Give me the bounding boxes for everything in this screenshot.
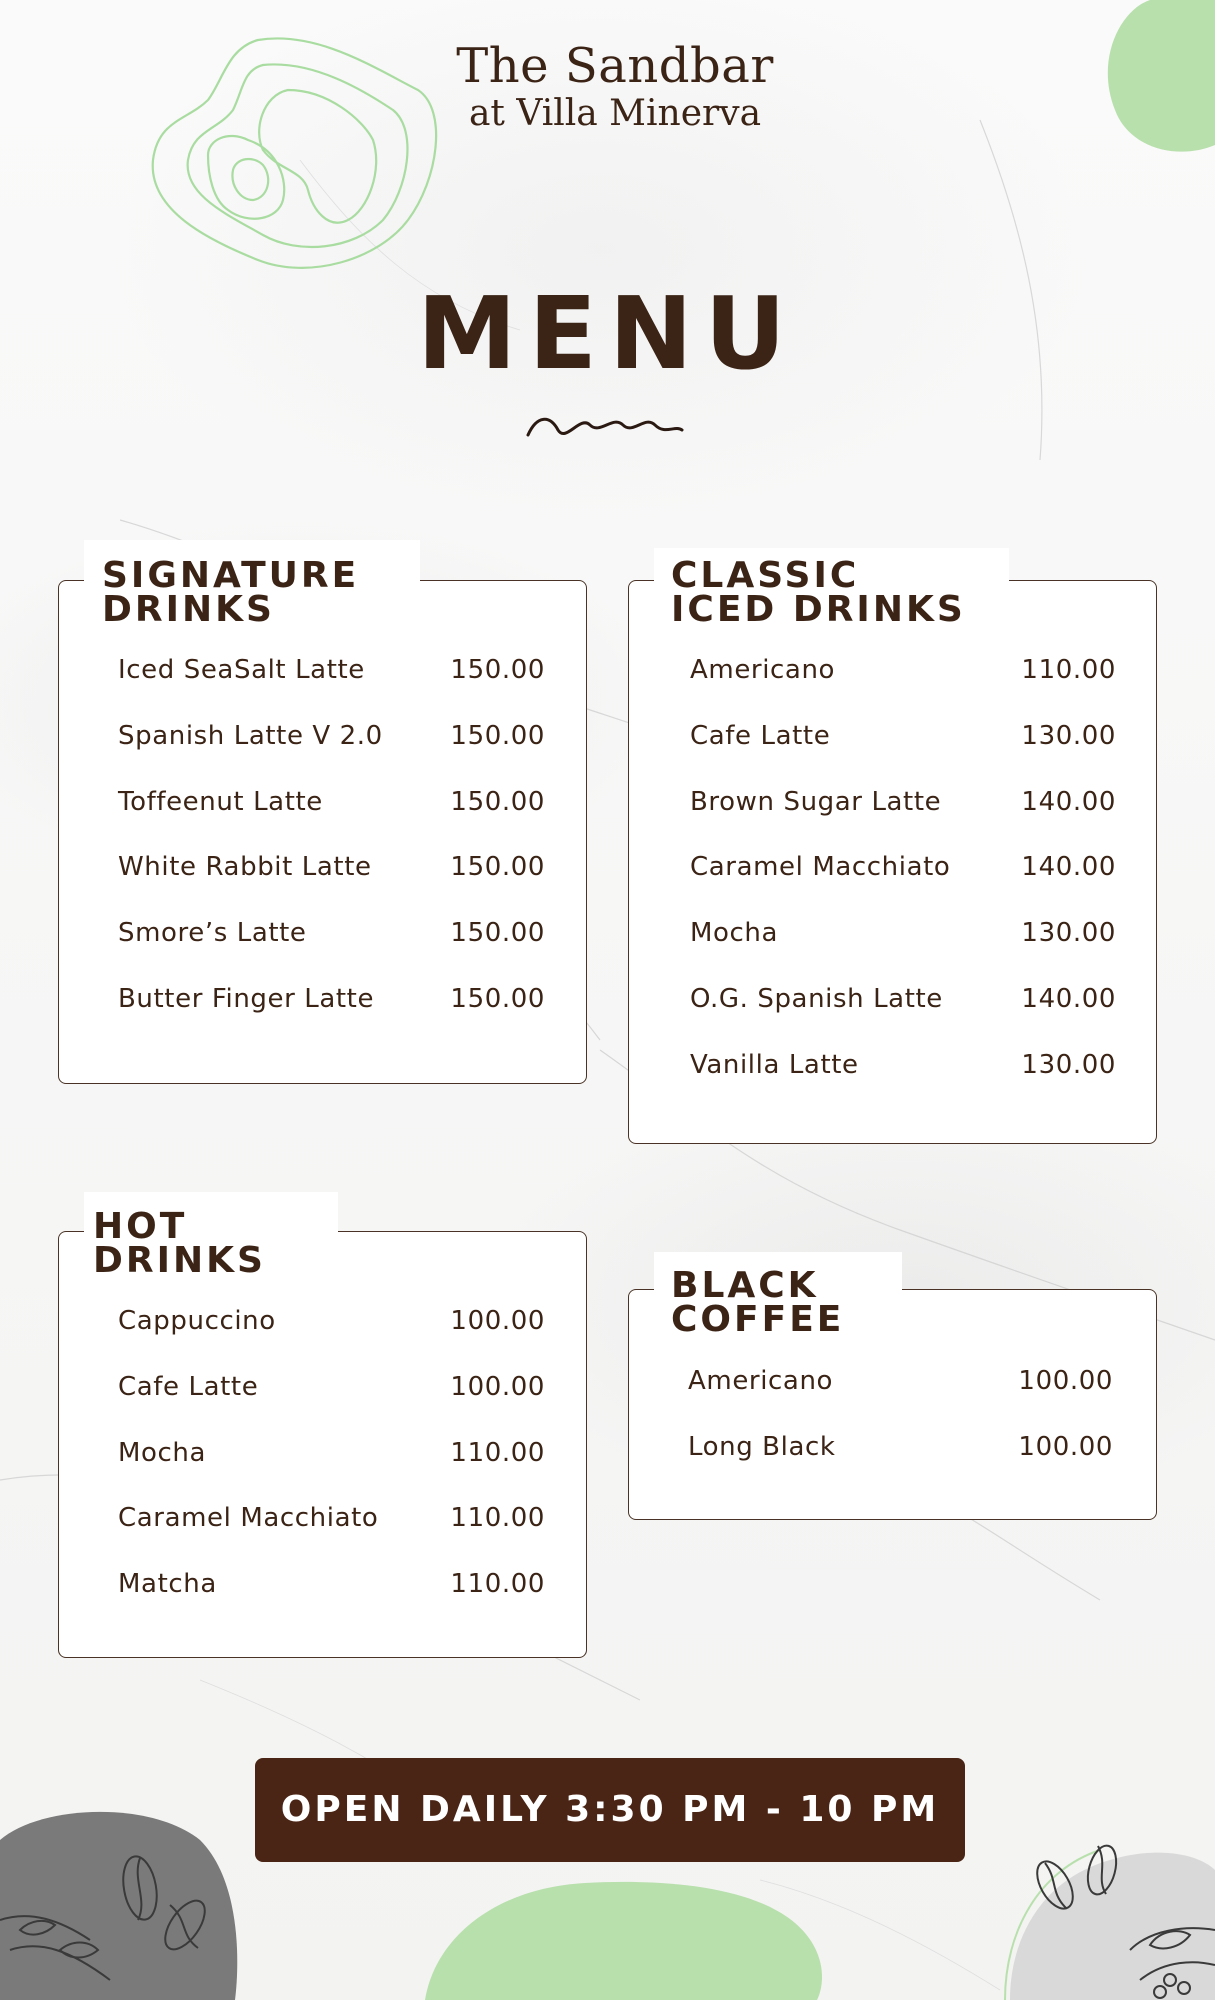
heading-line: DRINKS bbox=[93, 1240, 266, 1281]
menu-item-price: 100.00 bbox=[1018, 1431, 1113, 1462]
heading-line: CLASSIC bbox=[671, 555, 860, 596]
heading-line: COFFEE bbox=[671, 1299, 845, 1340]
classic-iced-drinks-heading bbox=[671, 555, 966, 630]
menu-item-price: 150.00 bbox=[450, 655, 545, 685]
coffee-plant-decoration-right bbox=[1000, 1830, 1215, 2000]
menu-item-name: Americano bbox=[688, 1366, 834, 1396]
menu-item-row bbox=[0, 655, 1215, 689]
menu-item-name: O.G. Spanish Latte bbox=[690, 984, 943, 1014]
menu-item-price: 140.00 bbox=[1021, 852, 1116, 883]
menu-item-price: 130.00 bbox=[1021, 720, 1116, 751]
topographic-lines-decoration bbox=[148, 30, 448, 280]
menu-item-price: 110.00 bbox=[450, 1569, 545, 1600]
menu-item-name: Matcha bbox=[118, 1569, 217, 1600]
heading-line: HOT bbox=[93, 1206, 188, 1247]
heading-line: ICED DRINKS bbox=[671, 589, 966, 630]
menu-item-name: White Rabbit Latte bbox=[118, 852, 372, 883]
menu-item-price: 100.00 bbox=[450, 1306, 545, 1336]
menu-item-price: 140.00 bbox=[1021, 786, 1116, 817]
brand-logo bbox=[455, 38, 775, 134]
menu-item-row bbox=[0, 1366, 1215, 1400]
menu-item-name: Long Black bbox=[688, 1431, 836, 1462]
opening-hours-banner: OPEN DAILY 3:30 PM - 10 PM bbox=[255, 1758, 965, 1862]
wave-divider bbox=[525, 410, 685, 440]
green-blob-bottom-center bbox=[405, 1878, 825, 2000]
green-blob-top-right bbox=[1100, 0, 1215, 160]
menu-item-price: 100.00 bbox=[1018, 1366, 1113, 1396]
menu-item-price: 130.00 bbox=[1021, 918, 1116, 949]
menu-item-name: Mocha bbox=[118, 1437, 207, 1468]
menu-item-name: Americano bbox=[690, 655, 836, 685]
menu-item-price: 130.00 bbox=[1021, 1049, 1116, 1080]
menu-item-row bbox=[0, 852, 1215, 886]
menu-item-price: 110.00 bbox=[450, 1437, 545, 1468]
menu-item-name: Spanish Latte V 2.0 bbox=[118, 720, 383, 751]
menu-item-name: Smore’s Latte bbox=[118, 918, 307, 949]
menu-item-row bbox=[0, 984, 1215, 1018]
menu-item-name: Caramel Macchiato bbox=[118, 1503, 379, 1534]
menu-item-name: Butter Finger Latte bbox=[118, 984, 375, 1014]
page-title: MENU bbox=[417, 275, 798, 392]
coffee-plant-decoration-left bbox=[0, 1800, 240, 2000]
menu-item-price: 150.00 bbox=[450, 918, 545, 949]
menu-item-price: 110.00 bbox=[1021, 655, 1116, 685]
menu-item-name: Cafe Latte bbox=[690, 720, 831, 751]
menu-item-price: 150.00 bbox=[450, 720, 545, 751]
menu-item-row bbox=[0, 1432, 1215, 1466]
heading-line: BLACK bbox=[671, 1265, 819, 1306]
menu-item-row bbox=[0, 1050, 1215, 1084]
menu-item-name: Caramel Macchiato bbox=[690, 852, 951, 883]
menu-item-row bbox=[0, 787, 1215, 821]
brand-location: at Villa Minerva bbox=[468, 93, 762, 134]
hot-drinks-heading bbox=[93, 1206, 266, 1281]
brand-name: The Sandbar bbox=[456, 38, 774, 94]
menu-item-name: Brown Sugar Latte bbox=[690, 786, 942, 817]
signature-drinks-heading bbox=[102, 555, 360, 630]
menu-item-row bbox=[0, 721, 1215, 755]
menu-item-price: 150.00 bbox=[450, 786, 545, 817]
menu-item-name: Iced SeaSalt Latte bbox=[118, 655, 365, 685]
menu-item-price: 150.00 bbox=[450, 852, 545, 883]
black-coffee-heading bbox=[671, 1265, 845, 1340]
menu-item-name: Mocha bbox=[690, 918, 779, 949]
menu-item-name: Toffeenut Latte bbox=[118, 786, 323, 817]
menu-item-price: 100.00 bbox=[450, 1371, 545, 1402]
heading-line: DRINKS bbox=[102, 589, 275, 630]
menu-item-price: 140.00 bbox=[1021, 984, 1116, 1014]
menu-item-name: Cappuccino bbox=[118, 1306, 276, 1336]
menu-item-name: Vanilla Latte bbox=[690, 1049, 859, 1080]
menu-item-price: 150.00 bbox=[450, 984, 545, 1014]
menu-item-name: Cafe Latte bbox=[118, 1371, 259, 1402]
menu-item-price: 110.00 bbox=[450, 1503, 545, 1534]
menu-item-row bbox=[0, 1569, 1215, 1603]
menu-item-row bbox=[0, 918, 1215, 952]
heading-line: SIGNATURE bbox=[102, 555, 360, 596]
